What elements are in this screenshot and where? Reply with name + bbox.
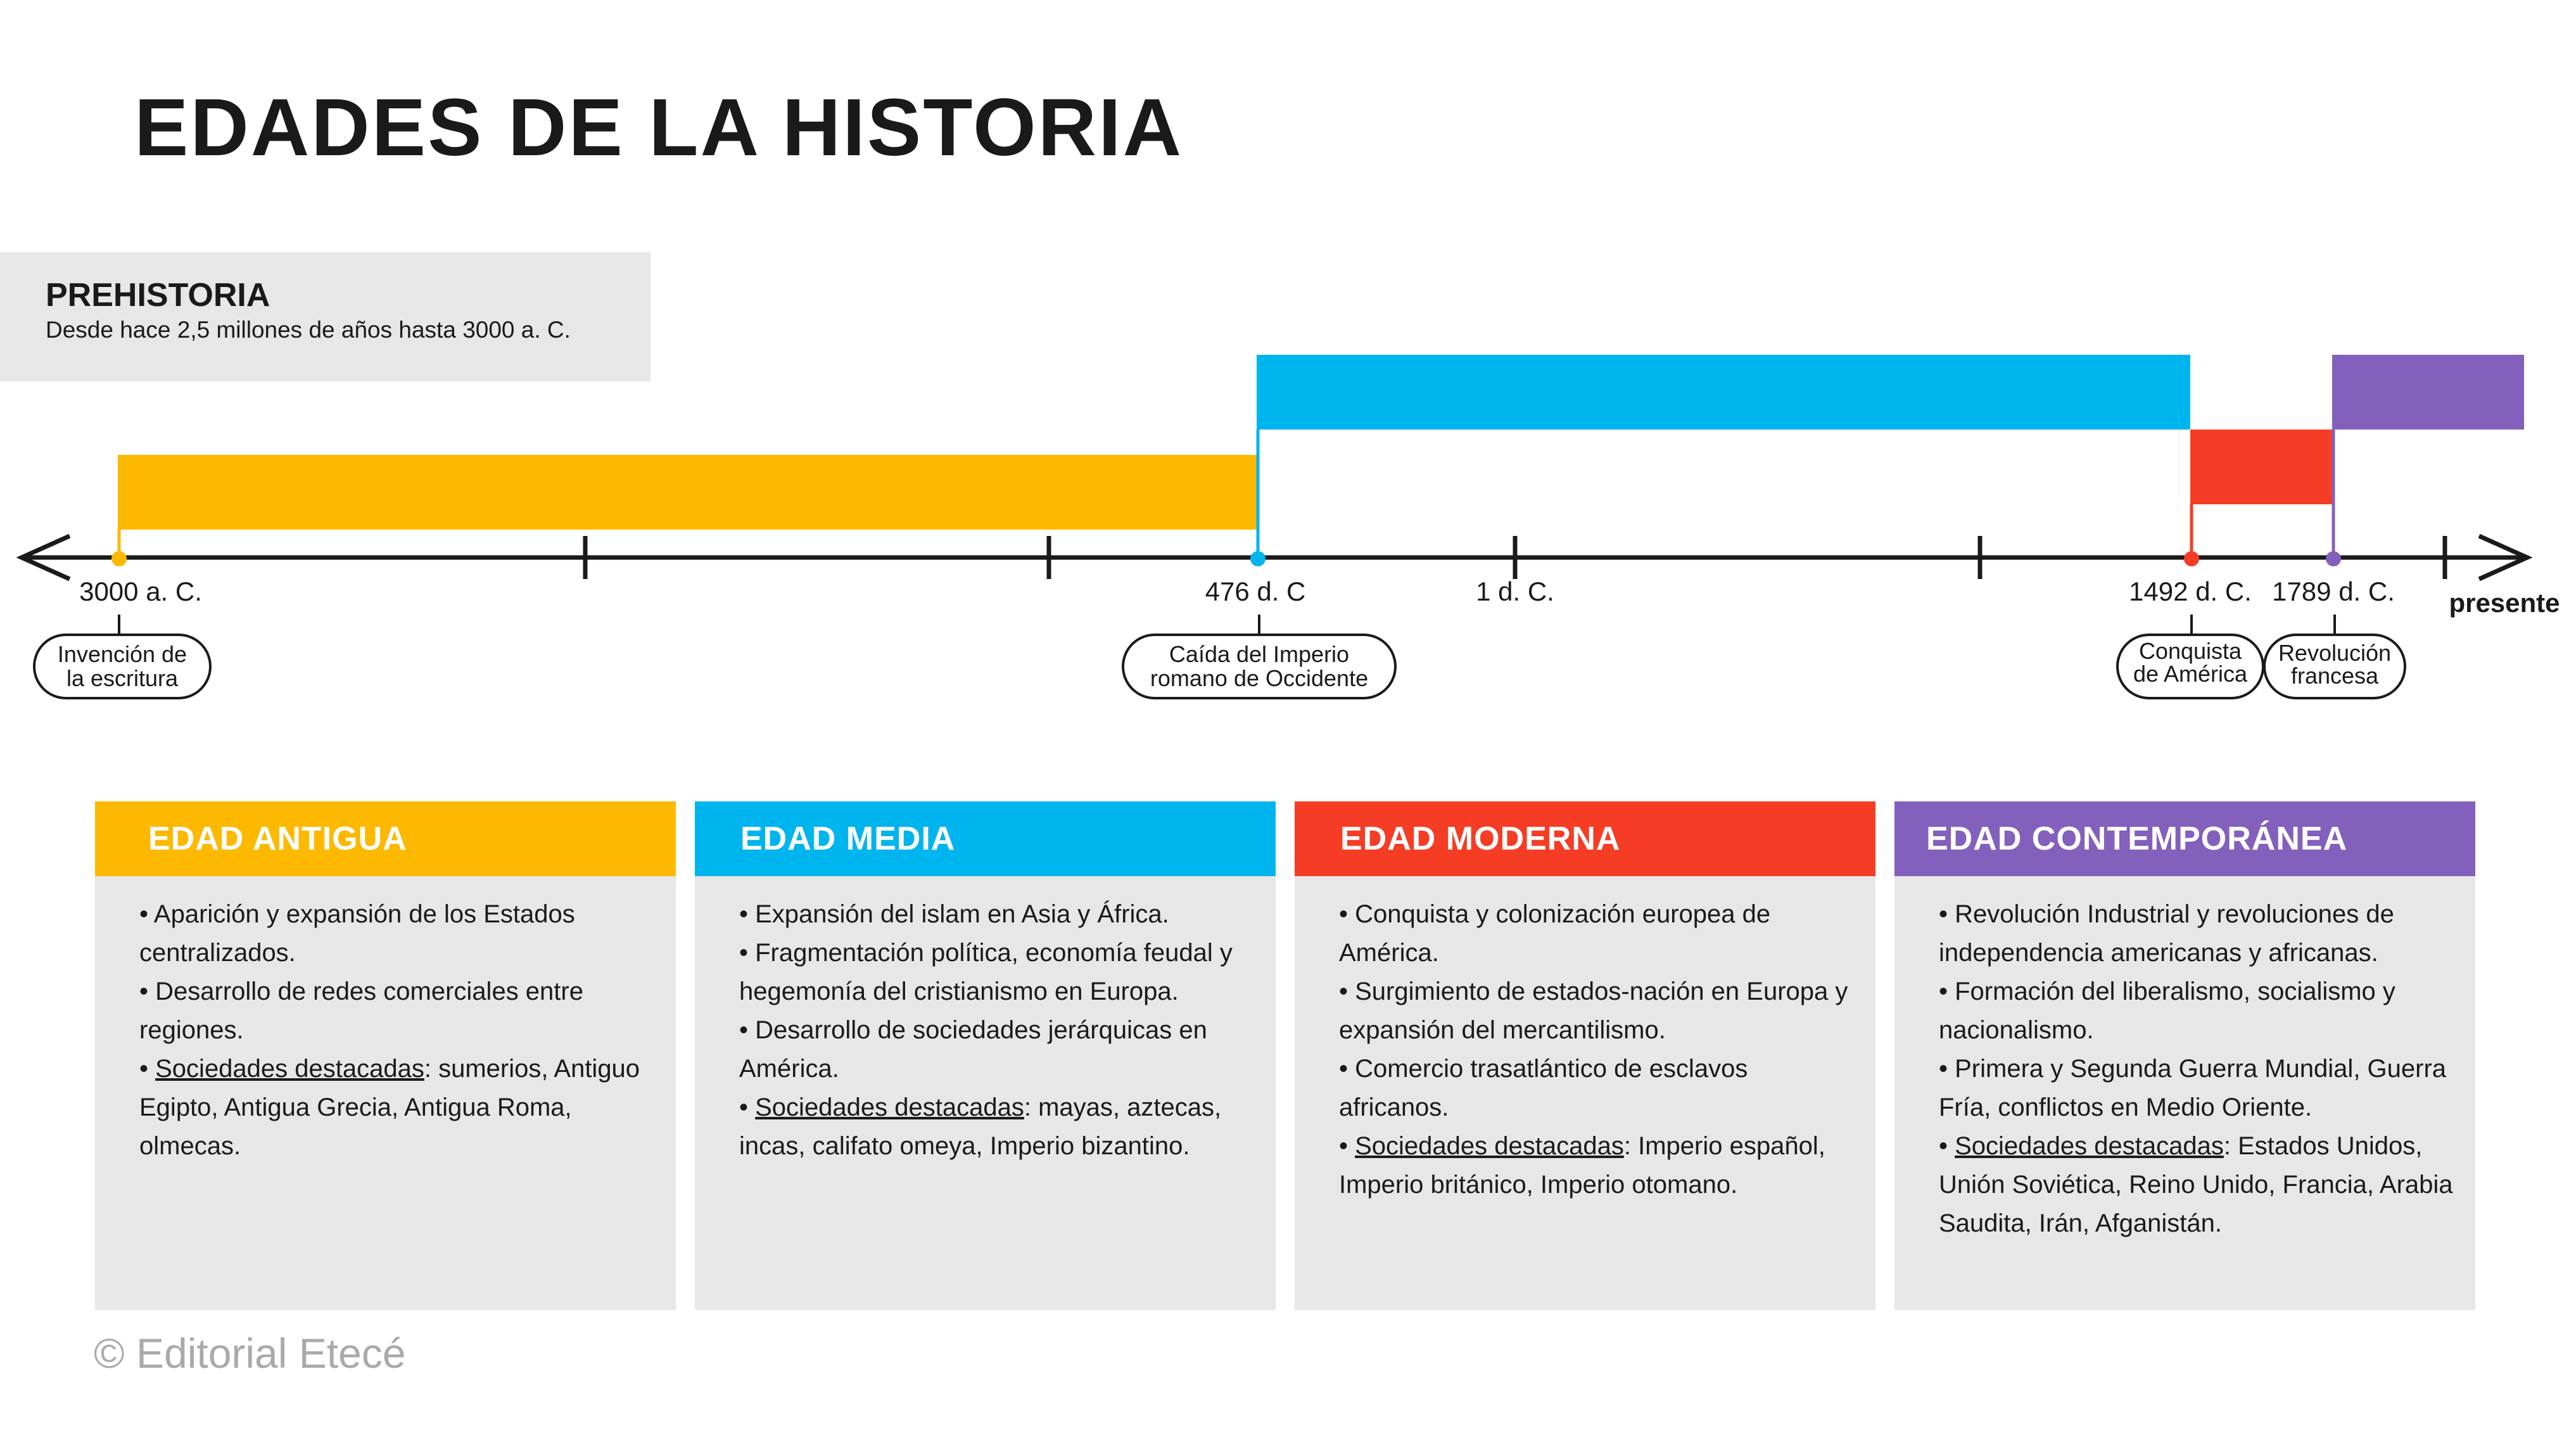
event-label-line: Invención de [57,641,187,667]
copyright-notice: © Editorial Etecé [94,1330,406,1377]
bullet-item: • Comercio trasatlántico de esclavos africanos. [1339,1055,1748,1121]
societies-text: : sumerios, Antiguo Egipto, Antigua Grecia, Antigua Roma, olmecas. [139,1055,640,1160]
column-edad-contemporanea [1894,801,2475,1310]
societies-text: : Estados Unidos, Unión Soviética, Reino Unido, Francia, Arabia Saudita, Irán, Afganistán. [1939,1132,2453,1237]
marker-3000ac [111,551,127,566]
page-title: EDADES DE LA HISTORIA [134,82,1184,173]
societies-label: Sociedades destacadas [1955,1132,2224,1160]
column-edad-moderna [1295,801,1875,1310]
column-edad-media [695,801,1276,1310]
event-label-line: de América [2133,661,2248,687]
bullet-item: • Desarrollo de sociedades jerárquicas en América. [739,1016,1207,1083]
bullet-mark: • [1939,1132,1955,1160]
column-body-antigua [139,895,659,1166]
event-label-line: romano de Occidente [1150,665,1369,691]
bullet-item: • Conquista y colonización europea de América. [1339,900,1771,967]
event-label-line: Conquista [2138,638,2242,664]
era-bar-contemporanea [2332,355,2524,430]
bullet-item: • Desarrollo de redes comerciales entre regiones. [139,978,583,1044]
prehistory-title: PREHISTORIA [46,277,270,314]
bullet-item: • Revolución Industrial y revoluciones de independencia americanas y africanas. [1939,900,2394,967]
societies-label: Sociedades destacadas [755,1093,1024,1121]
bullet-mark: • [1339,1132,1355,1160]
date-label-476dc: 476 d. C [1205,577,1306,606]
bullet-item: • Fragmentación política, economía feudal y hegemonía del cristianismo en Europa. [739,939,1233,1005]
era-bar-antigua [118,455,1257,530]
societies-label: Sociedades destacadas [155,1055,424,1083]
column-body-media [739,895,1259,1166]
marker-476dc [1250,551,1266,566]
bullet-item: • Surgimiento de estados-nación en Europa y expansión del mercantilismo. [1339,978,1848,1044]
bullet-item: • Aparición y expansión de los Estados centralizados. [139,900,575,967]
bullet-item-societies [139,1050,659,1166]
era-bar-media [1257,355,2190,430]
column-title-contemporanea: EDAD CONTEMPORÁNEA [1894,801,2475,876]
event-label-line: la escritura [66,665,179,691]
column-title-antigua: EDAD ANTIGUA [95,801,676,876]
bullet-item-societies [1939,1127,2458,1243]
column-body-contemporanea [1939,895,2458,1243]
bullet-mark: • [739,1093,756,1121]
column-title-moderna: EDAD MODERNA [1295,801,1875,876]
timeline-diagram [0,336,2576,716]
event-label-line: francesa [2290,663,2379,689]
date-label-1dc: 1 d. C. [1476,577,1554,606]
date-label-1789dc: 1789 d. C. [2272,577,2395,606]
column-body-moderna [1339,895,1858,1204]
event-label-line: Revolución [2278,640,2392,666]
column-edad-antigua [95,801,676,1310]
societies-label: Sociedades destacadas [1355,1132,1624,1160]
bullet-item-societies [739,1088,1259,1166]
societies-text: : mayas, aztecas, incas, califato omeya, Imperio bizantino. [739,1093,1222,1160]
bullet-mark: • [139,1055,156,1083]
marker-1789dc [2326,551,2341,566]
bullet-item-societies [1339,1127,1858,1204]
date-label-1492dc: 1492 d. C. [2129,577,2252,606]
date-label-3000ac: 3000 a. C. [79,577,202,606]
prehistory-subtitle: Desde hace 2,5 millones de años hasta 3000 a. C. [46,317,571,343]
event-label-line: Caída del Imperio [1169,641,1350,667]
bullet-item: • Formación del liberalismo, socialismo y nacionalismo. [1939,978,2395,1044]
bullet-item: • Primera y Segunda Guerra Mundial, Guerra Fría, conflictos en Medio Oriente. [1939,1055,2447,1121]
bullet-item: • Expansión del islam en Asia y África. [739,900,1169,928]
societies-text: : Imperio español, Imperio británico, Imperio otomano. [1339,1132,1825,1199]
column-title-media: EDAD MEDIA [695,801,1276,876]
era-bar-moderna [2190,430,2332,504]
date-label-presente: presente [2449,588,2560,618]
marker-1492dc [2184,551,2199,566]
